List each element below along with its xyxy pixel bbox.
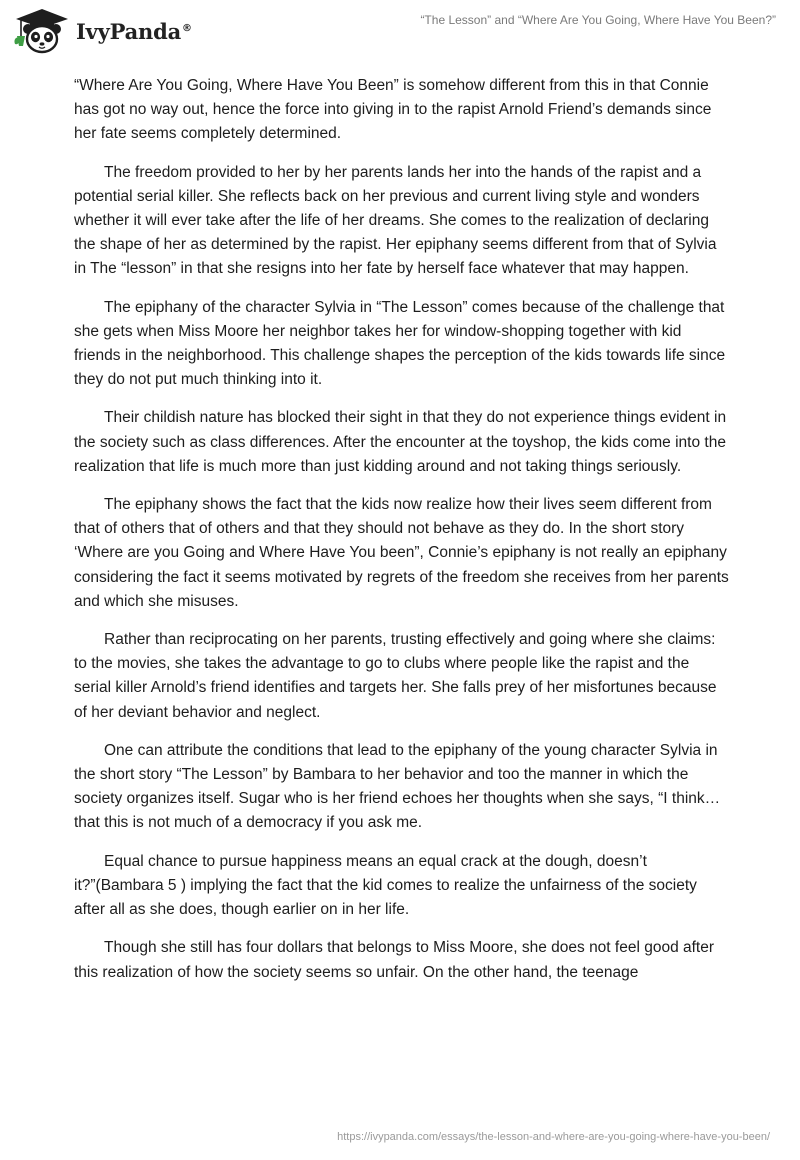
document-title: “The Lesson” and “Where Are You Going, Where Have You Been?” (420, 13, 776, 27)
panda-graduate-icon (12, 8, 72, 54)
brand-name (76, 19, 192, 44)
paragraph-9: Though she still has four dollars that belongs to Miss Moore, she does not feel good after this realization of how the society seems so unfair. On the other hand, the teenage (74, 939, 715, 981)
paragraph-4: Their childish nature has blocked their sight in that they do not experience things evident in the society such as class differences. After the encounter at the toyshop, the kids come into the realization that life is much more than just kidding around and not taking things seriously. (74, 409, 727, 475)
paragraph-8: Equal chance to pursue happiness means an equal crack at the dough, doesn’t it?”(Bambara 5 ) implying the fact that the kid comes to realize the unfairness of the society after all as she does, though earlier on in her life. (74, 852, 697, 919)
source-url[interactable]: https://ivypanda.com/essays/the-lesson-and-where-are-you-going-where-have-you-been/ (337, 1131, 770, 1143)
essay-body (74, 74, 730, 999)
paragraph-5: The epiphany shows the fact that the kids now realize how their lives seem different from that of others that of others and that they should not behave as they do. In the short story ‘Where are you Going and Where Have You been”, Connie’s epiphany is not really an epiphany considering the fact it seems motivated by regrets of the freedom she receives from her parents and which she misuses. (74, 496, 729, 610)
paragraph-1: “Where Are You Going, Where Have You Been” is somehow different from this in that Connie has got no way out, hence the force into giving in to the rapist Arnold Friend’s demands since her fate seems completely determined. (74, 77, 712, 143)
ivypanda-logo[interactable] (12, 8, 192, 54)
brand-name-text: IvyPanda (76, 19, 182, 44)
paragraph-7: One can attribute the conditions that lead to the epiphany of the young character Sylvia in the short story “The Lesson” by Bambara to her behavior and too the manner in which the society organizes itself. Sugar who is her friend echoes her thoughts when she says, “I think… that this is not much of a democracy if you ask me. (74, 741, 721, 832)
paragraph-2: The freedom provided to her by her parents lands her into the hands of the rapist and a potential serial killer. She reflects back on her previous and current living style and wonders whether it will ever take after the life of her dreams. She comes to the realization of declaring the shape of her as determined by the rapist. Her epiphany seems different from that of Sylvia in The “lesson” in that she resigns into her fate by herself face whatever that may happen. (74, 163, 717, 278)
page-header (0, 0, 800, 62)
paragraph-6: Rather than reciprocating on her parents, trusting effectively and going where she claims: to the movies, she takes the advantage to go to clubs where people like the rapist and the serial killer Arnold’s friend identifies and targets her. She falls prey of her misfortunes because of her deviant behavior and neglect. (74, 631, 717, 721)
paragraph-3: The epiphany of the character Sylvia in “The Lesson” comes because of the challenge that she gets when Miss Moore her neighbor takes her for window-shopping together with kid friends in the neighborhood. This challenge shapes the perception of the kids towards life since they do not put much thinking into it. (74, 298, 726, 389)
registered-mark: ® (182, 23, 192, 34)
